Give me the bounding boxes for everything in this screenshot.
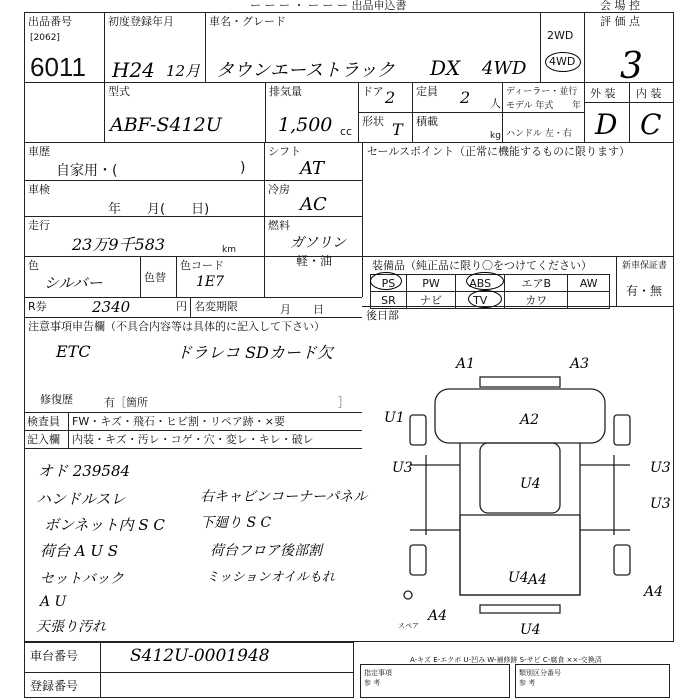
color-change-label: 色替 xyxy=(144,271,166,284)
mark-a3: A3 xyxy=(570,356,590,372)
model-year-label: モデル 年式 xyxy=(506,101,554,111)
displacement-label: 排気量 xyxy=(269,85,302,98)
color-label: 色 xyxy=(28,259,39,272)
model: ABF-S412U xyxy=(110,114,222,136)
chassis-label: 車台番号 xyxy=(30,649,79,663)
equip-airbag: エアB xyxy=(505,275,568,292)
equip-pw: PW xyxy=(406,275,455,292)
shape: T xyxy=(392,120,403,139)
mileage: 23万9千583 xyxy=(72,235,166,254)
drive-2wd: 2WD xyxy=(547,29,574,42)
reg-number-label: 登録番号 xyxy=(30,679,79,693)
chassis-number: S412U-0001948 xyxy=(130,646,270,666)
recycle-label: R券 xyxy=(28,300,47,313)
fuel-options: 軽・油 xyxy=(296,254,333,268)
mark-u3-right2: U3 xyxy=(650,496,671,512)
exterior-grade: D xyxy=(595,108,618,141)
inspector-note-5: セットバック xyxy=(40,571,124,587)
mark-u4-center: U4 xyxy=(520,476,541,492)
capacity: 2 xyxy=(460,88,471,107)
cc-label: cc xyxy=(340,125,353,138)
year-unit: 年 xyxy=(572,101,582,111)
deadline-fields: 月 日 xyxy=(280,303,324,316)
mark-a4-left: A4 xyxy=(428,608,448,624)
mark-u4-lower: U4 xyxy=(508,570,529,586)
car-name: タウンエーストラック xyxy=(216,60,395,81)
inspector-note-right-4: ミッションオイルもれ xyxy=(206,570,335,585)
reg-year: H24 xyxy=(112,58,155,82)
equip-ps-circle xyxy=(370,272,402,290)
legend-box-2-ref: 参 考 xyxy=(519,679,536,687)
truck-diagram xyxy=(370,355,670,635)
equip-abs: ABS xyxy=(456,275,505,292)
equip-navi: ナビ xyxy=(406,292,455,309)
repair-value: 有［箇所 xyxy=(104,396,148,409)
door-label: ドア xyxy=(362,85,384,98)
notes-line-1: ETC xyxy=(56,342,91,361)
displacement: 1,500 xyxy=(278,114,333,136)
equipment-label: 装備品（純正品に限り〇をつけてください） xyxy=(372,259,592,272)
mark-a4-center: A4 xyxy=(528,572,548,588)
score-label: 評 価 点 xyxy=(600,15,640,28)
usage-label: 車歴 xyxy=(28,145,50,158)
km-label: km xyxy=(222,245,236,255)
inspection-label: 車検 xyxy=(28,183,50,196)
mark-u3-left: U3 xyxy=(392,460,413,476)
equip-aw: AW xyxy=(568,275,610,292)
inspector-note-3: ボンネット内 S C xyxy=(44,516,165,534)
model-label: 型式 xyxy=(108,85,130,98)
notes-line-2: ドラレコ SDカード欠 xyxy=(176,343,333,362)
color: シルバー xyxy=(44,274,103,292)
damage-legend: A-キズ E-エクボ U-凹み W-補修跡 S-サビ C-腐食 ××-交換済 xyxy=(410,656,602,664)
mark-u3-right: U3 xyxy=(650,460,671,476)
dealer-label: ディーラー・並行 xyxy=(506,87,578,97)
interior-grade: C xyxy=(640,108,662,141)
warranty-label: 新車保証書 xyxy=(622,261,668,271)
drive-4wd: 4WD xyxy=(549,55,576,68)
inspector-label: 検査員 xyxy=(27,415,60,428)
spare-label: スペア xyxy=(398,622,419,630)
equip-ps: PS xyxy=(371,275,407,292)
sales-label: セールスポイント（正常に機能するものに限ります） xyxy=(367,145,631,158)
name-label: 車名・グレード xyxy=(209,15,286,28)
inspector-note-right-2: 下廻り S C xyxy=(200,515,272,531)
fuel: ガソリン xyxy=(290,235,346,251)
inspector-note-2: ハンドルスレ xyxy=(36,490,126,508)
shift-label: シフト xyxy=(268,145,301,158)
mark-a1: A1 xyxy=(456,356,476,372)
usage-close: ) xyxy=(240,160,246,176)
mark-a4-right: A4 xyxy=(644,584,664,600)
inspector-note-7: 天張り汚れ xyxy=(36,619,106,635)
check-row-2: 内装・キズ・汚レ・コゲ・穴・変レ・キレ・破レ xyxy=(72,433,314,446)
car-drive: 4WD xyxy=(482,58,527,79)
load-label: 積載 xyxy=(416,115,438,128)
check-row-1: FW・キズ・飛石・ヒビ割・リペア跡・×要 xyxy=(72,415,285,428)
entry-label: 記入欄 xyxy=(27,433,60,446)
color-code-label: 色コード xyxy=(180,259,224,272)
capacity-label: 定員 xyxy=(416,85,438,98)
shape-label: 形状 xyxy=(362,115,384,128)
venue-copy-label: 会 場 控 xyxy=(600,0,640,12)
car-grade: DX xyxy=(430,56,461,80)
reg-month: 12月 xyxy=(166,62,201,80)
inspector-note-right-1: 右キャビンコーナーパネル xyxy=(200,489,368,505)
lot-sub: [2062] xyxy=(30,33,60,43)
exterior-label: 外 装 xyxy=(590,87,616,100)
inspector-note-4: 荷台 A U S xyxy=(40,542,119,560)
person-unit: 人 xyxy=(490,97,501,110)
color-code: 1E7 xyxy=(196,274,225,290)
legend-box-1-ref: 参 考 xyxy=(364,679,381,687)
legend-box-2-label: 類別区分番号 xyxy=(519,669,561,677)
repair-label: 修復歴 xyxy=(40,393,73,406)
lot-label: 出品番号 xyxy=(28,15,72,28)
recycle: 2340 xyxy=(92,298,131,316)
inspector-note-right-3: 荷台フロア後部割 xyxy=(210,543,322,559)
warranty: 有・無 xyxy=(626,284,663,298)
inspection-fields: 年 月( 日) xyxy=(108,202,210,217)
fuel-label: 燃料 xyxy=(268,219,290,232)
inspector-note-1: オド 239584 xyxy=(38,462,131,480)
ac-label: 冷房 xyxy=(268,183,290,196)
mark-a2: A2 xyxy=(520,412,540,428)
yen-label: 円 xyxy=(176,300,187,313)
rear-label: 後日部 xyxy=(366,309,399,322)
equip-abs-circle xyxy=(466,272,504,290)
notes-label: 注意事項申告欄（不具合内容等は具体的に記入して下さい） xyxy=(28,320,325,333)
handle-label: ハンドル 左・右 xyxy=(506,129,572,139)
repair-close: ］ xyxy=(338,396,349,409)
ac: AC xyxy=(300,194,327,215)
kg-label: kg xyxy=(490,131,501,141)
mark-u4-bottom: U4 xyxy=(520,622,541,638)
reg-year-label: 初度登録年月 xyxy=(108,15,174,28)
lot-number: 6011 xyxy=(30,52,86,82)
shift: AT xyxy=(300,158,325,179)
mark-u1: U1 xyxy=(384,410,405,426)
equip-sr: SR xyxy=(371,292,407,309)
equip-tv: TV xyxy=(456,292,505,309)
equip-leather: カワ xyxy=(505,292,568,309)
usage: 自家用・( xyxy=(56,163,118,179)
inspector-note-6: A U xyxy=(40,594,67,610)
interior-label: 内 装 xyxy=(636,87,662,100)
deadline-label: 名変期限 xyxy=(194,300,238,313)
form-title: ー ー ー ・ ー ー ー 出品申込書 xyxy=(250,0,407,12)
mileage-label: 走行 xyxy=(28,219,50,232)
legend-box-1-label: 指定事項 xyxy=(364,669,392,677)
score: 3 xyxy=(620,46,643,87)
door: 2 xyxy=(385,88,396,107)
